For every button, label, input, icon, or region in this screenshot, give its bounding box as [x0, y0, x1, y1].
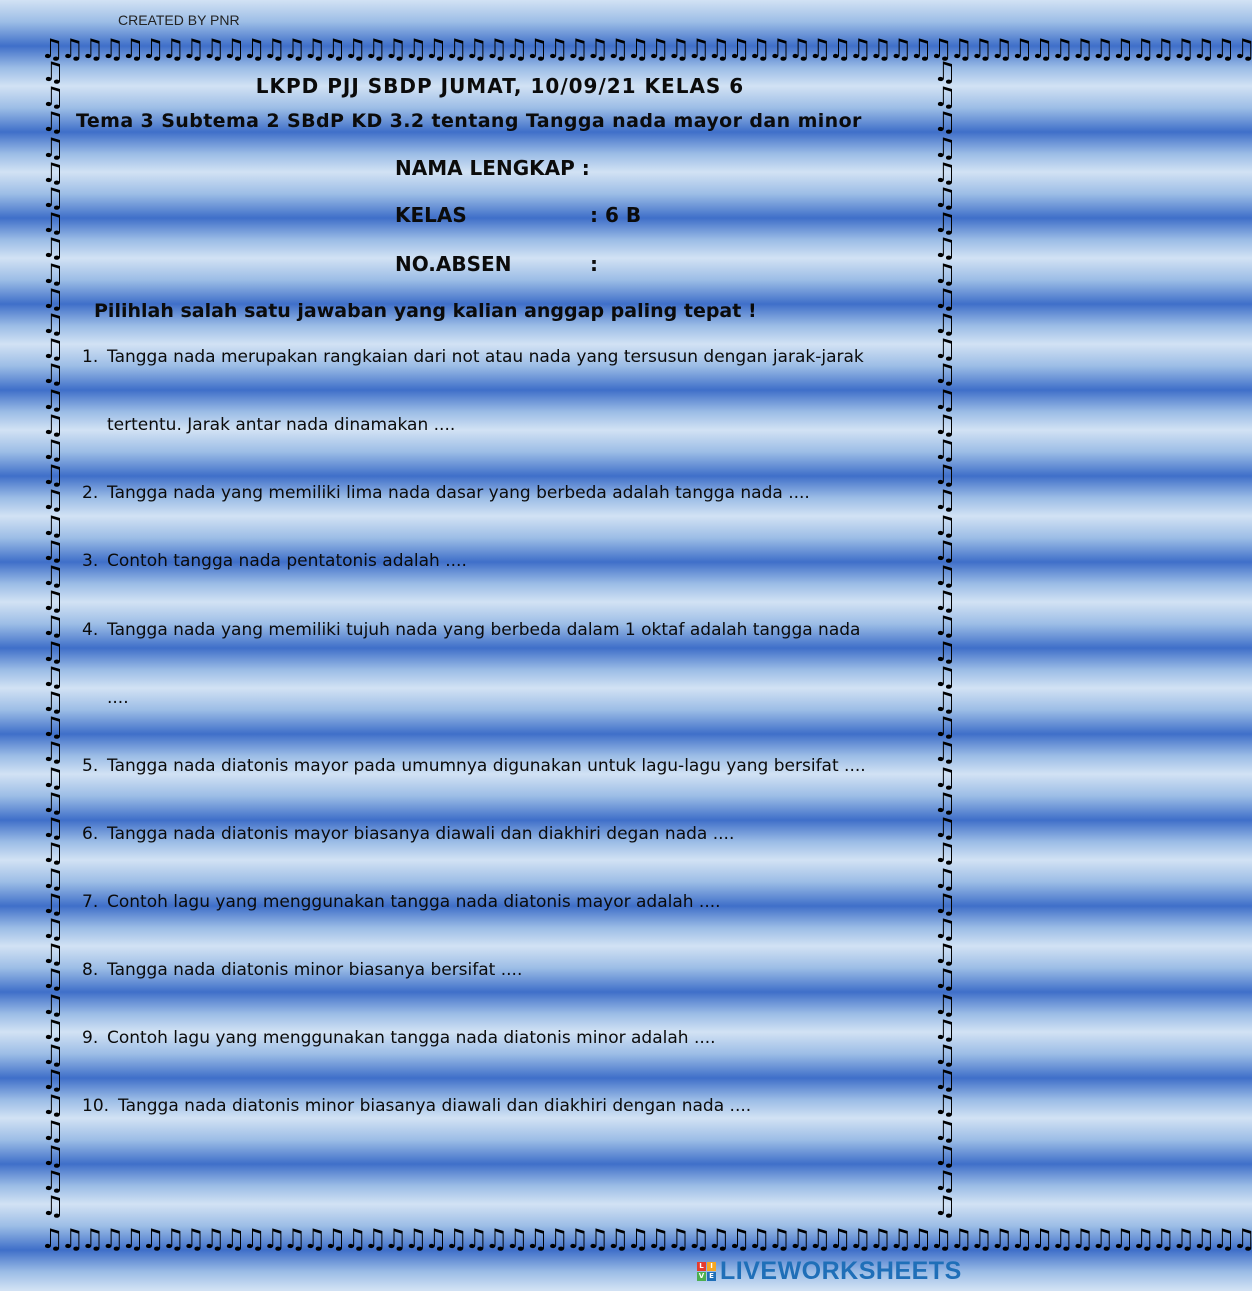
- worksheet-title: LKPD PJJ SBDP JUMAT, 10/09/21 KELAS 6: [255, 74, 745, 98]
- question-1: [82, 323, 922, 459]
- question-text: Tangga nada diatonis mayor biasanya diawali dan diakhiri degan nada ....: [107, 824, 735, 844]
- border-right: ♫ ♫ ♫ ♫ ♫ ♫ ♫ ♫ ♫ ♫ ♫ ♫ ♫ ♫ ♫ ♫ ♫ ♫ ♫ ♫ ♫ ♫ ♫ ♫ ♫ ♫ ♫ ♫ ♫ ♫ ♫ ♫ ♫ ♫ ♫ ♫ ♫ ♫ ♫ ♫ ♫ ♫ ♫ ♫ ♫ ♫: [932, 57, 958, 1223]
- credit-text: CREATED BY PNR: [118, 12, 240, 28]
- instruction-text: Pilihlah salah satu jawaban yang kalian anggap paling tepat !: [94, 300, 757, 322]
- logo-letter: E: [707, 1272, 716, 1281]
- question-number: 7.: [82, 892, 99, 912]
- question-10: [82, 1072, 922, 1140]
- question-text: Tangga nada yang memiliki lima nada dasar yang berbeda adalah tangga nada ....: [107, 483, 810, 503]
- border-bottom: ♫♫♫♫♫♫♫♫♫♫♫♫♫♫♫♫♫♫♫♫♫♫♫♫♫♫♫♫♫♫♫♫♫♫♫♫♫♫♫♫♫♫♫♫♫♫♫♫♫♫♫♫♫♫♫♫♫♫♫♫: [40, 1224, 1252, 1255]
- field-label: NO.ABSEN: [395, 252, 512, 276]
- liveworksheets-logo[interactable]: [697, 1256, 962, 1286]
- question-text: Tangga nada diatonis mayor pada umumnya digunakan untuk lagu-lagu yang bersifat ....: [107, 756, 866, 776]
- question-line-continued: tertentu. Jarak antar nada dinamakan ....: [107, 415, 456, 435]
- question-line: [82, 323, 922, 391]
- question-number: 10.: [82, 1096, 110, 1116]
- question-number: 4.: [82, 620, 99, 640]
- logo-icon: [697, 1262, 716, 1281]
- field-kelas: [395, 203, 641, 227]
- question-number: 3.: [82, 551, 99, 571]
- question-text: Tangga nada diatonis minor biasanya diawali dan diakhiri dengan nada ....: [118, 1096, 752, 1116]
- question-8: [82, 936, 922, 1004]
- question-3: [82, 527, 922, 595]
- question-9: [82, 1004, 922, 1072]
- worksheet-subtitle: Tema 3 Subtema 2 SBdP KD 3.2 tentang Tangga nada mayor dan minor: [76, 110, 862, 132]
- question-text: Contoh tangga nada pentatonis adalah ....: [107, 551, 467, 571]
- question-text: Tangga nada diatonis minor biasanya bersifat ....: [107, 960, 523, 980]
- border-top: ♫♫♫♫♫♫♫♫♫♫♫♫♫♫♫♫♫♫♫♫♫♫♫♫♫♫♫♫♫♫♫♫♫♫♫♫♫♫♫♫♫♫♫♫♫♫♫♫♫♫♫♫♫♫♫♫♫♫♫♫: [40, 34, 1252, 65]
- field-value[interactable]: 6 B: [604, 203, 642, 227]
- field-label: NAMA LENGKAP: [395, 156, 575, 180]
- logo-letter: I: [707, 1262, 716, 1271]
- border-left: ♫ ♫ ♫ ♫ ♫ ♫ ♫ ♫ ♫ ♫ ♫ ♫ ♫ ♫ ♫ ♫ ♫ ♫ ♫ ♫ ♫ ♫ ♫ ♫ ♫ ♫ ♫ ♫ ♫ ♫ ♫ ♫ ♫ ♫ ♫ ♫ ♫ ♫ ♫ ♫ ♫ ♫ ♫ ♫ ♫ ♫: [40, 57, 66, 1223]
- question-5: [82, 732, 922, 800]
- question-number: 6.: [82, 824, 99, 844]
- question-text: Contoh lagu yang menggunakan tangga nada diatonis minor adalah ....: [107, 1028, 716, 1048]
- question-number: 2.: [82, 483, 99, 503]
- field-separator: :: [590, 203, 598, 227]
- question-number: 9.: [82, 1028, 99, 1048]
- question-number: 5.: [82, 756, 99, 776]
- question-line: [82, 596, 922, 664]
- question-text: Contoh lagu yang menggunakan tangga nada diatonis mayor adalah ....: [107, 892, 721, 912]
- question-number: 1.: [82, 347, 99, 367]
- question-text: Tangga nada yang memiliki tujuh nada yang berbeda dalam 1 oktaf adalah tangga nada: [107, 620, 861, 640]
- field-nama-lengkap: [395, 156, 590, 180]
- question-line-continued: ....: [107, 688, 129, 708]
- logo-brand-text: LIVEWORKSHEETS: [720, 1256, 962, 1285]
- logo-letter: L: [697, 1262, 706, 1271]
- logo-letter: V: [698, 1271, 705, 1280]
- question-number: 8.: [82, 960, 99, 980]
- field-no-absen: [395, 252, 598, 276]
- question-7: [82, 868, 922, 936]
- question-6: [82, 800, 922, 868]
- question-4: [82, 596, 922, 732]
- field-label: KELAS: [395, 203, 467, 227]
- question-text: Tangga nada merupakan rangkaian dari not atau nada yang tersusun dengan jarak-jarak: [107, 347, 864, 367]
- question-2: [82, 459, 922, 527]
- field-separator: :: [581, 156, 590, 180]
- field-separator: :: [590, 252, 598, 276]
